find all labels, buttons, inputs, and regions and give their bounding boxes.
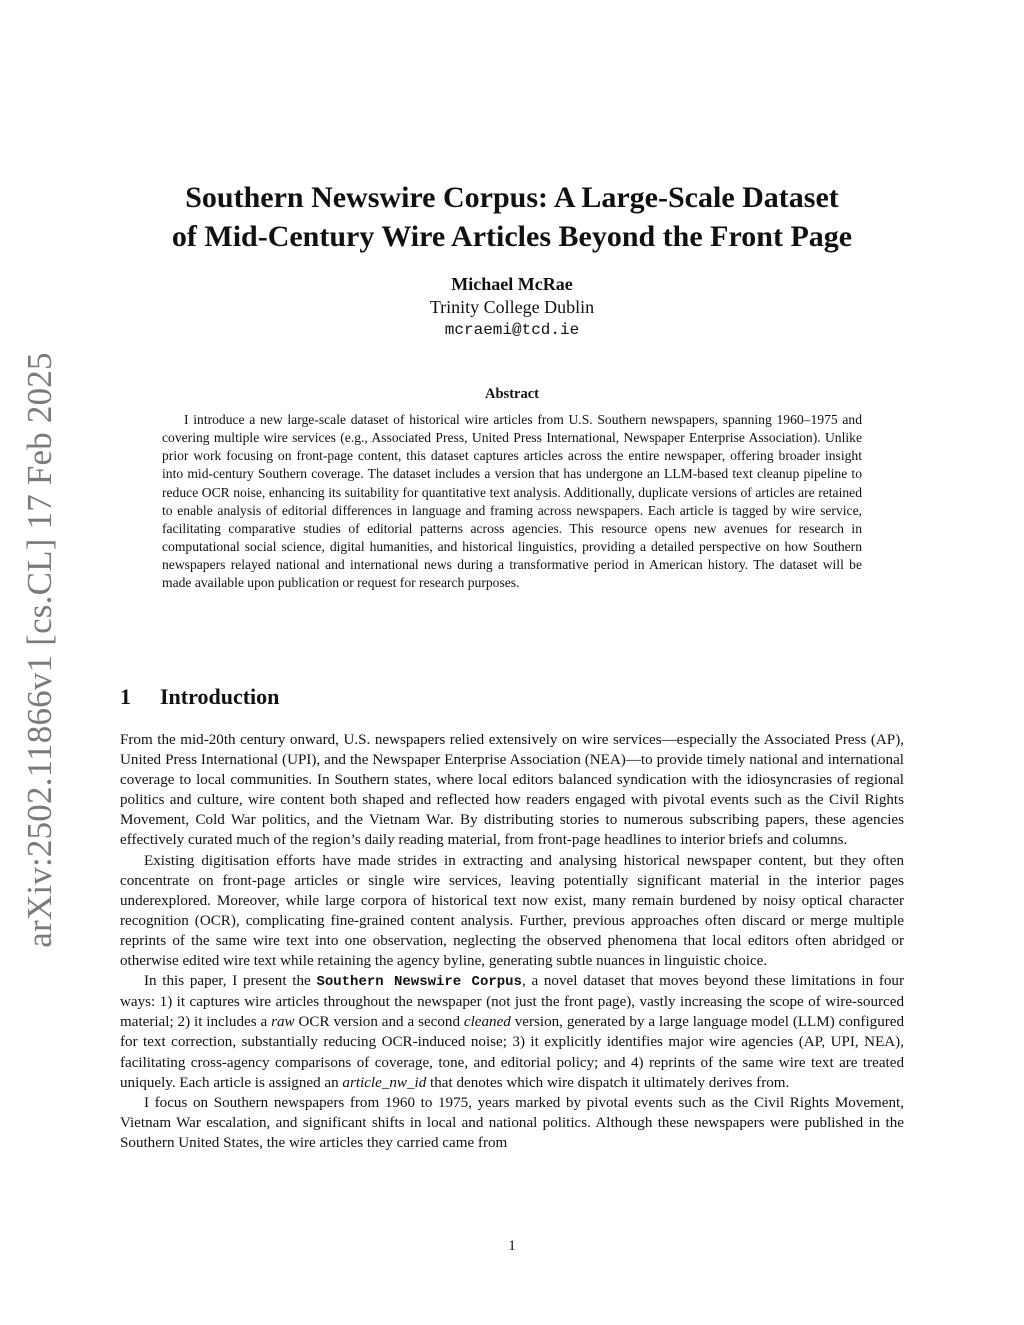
p3-text-d: version, generated by a large language model (LLM) configured for text correction, substantially reducing OCR-induced noise; 3) it explicitly identifies major wire agencies (AP, UPI, NEA), facilitating cross-agency comparisons of coverage, tone, and editorial policy; and 4) reprints of the same wire text are treated uniquely. Each article is assigned an: [120, 1014, 905, 1091]
intro-paragraph-2: Existing digitisation efforts have made strides in extracting and analysing historical newspaper content, but they often concentrate on front-page articles or single wire services, leaving potentially significant material in the interior pages underexplored. Moreover, while large corpora of historical text now exist, many remain burdened by noisy optical character recognition (OCR), complicating fine-grained content analysis. Further, previous approaches often discard or merge multiple reprints of the same wire text into one observation, neglecting the observed phenomena that local editors often abridged or otherwise edited wire text while retaining the agency byline, generating subtle nuances in linguistic choice.: [120, 852, 904, 970]
p3-text-c: OCR version and a second: [294, 1014, 464, 1031]
abstract-heading: Abstract: [485, 386, 539, 402]
title-line-2: of Mid-Century Wire Articles Beyond the Front Page: [171, 220, 853, 253]
page-number: 1: [508, 1238, 516, 1254]
introduction-heading: [120, 684, 279, 710]
p3-text-b: , a novel dataset that moves beyond these limitations in four ways: 1) it captures wire articles throughout the newspaper (not just the front page), vastly increasing the scope of wire-sourced material; 2) it includes a: [120, 973, 905, 1031]
author-block: [120, 273, 904, 342]
intro-paragraph-3: [120, 971, 904, 1093]
paper-title: [120, 178, 904, 256]
arxiv-identifier: arXiv:2502.11866v1 [cs.CL] 17 Feb 2025: [20, 352, 59, 948]
p3-text-e: that denotes which wire dispatch it ultimately derives from.: [426, 1074, 790, 1091]
author-name: Michael McRae: [451, 274, 573, 294]
intro-paragraph-4: I focus on Southern newspapers from 1960 to 1975, years marked by pivotal events such as the Civil Rights Movement, Vietnam War escalation, and significant shifts in local and national politics. Although these newspapers were published in the Southern United States, the wire articles they carried came from: [120, 1094, 904, 1151]
author-email: mcraemi@tcd.ie: [444, 321, 580, 339]
intro-paragraph-1: From the mid-20th century onward, U.S. newspapers relied extensively on wire services—especially the Associated Press (AP), United Press International (UPI), and the Newspaper Enterprise Association (NEA)—to provide timely national and international coverage to local communities. In Southern states, where local editors balanced syndication with the idiosyncrasies of regional politics and culture, wire content both shaped and reflected how readers engaged with pivotal events such as the Civil Rights Movement, Cold War politics, and the Vietnam War. By distributing stories to numerous subscribing papers, these agencies effectively curated much of the region’s daily reading material, from front-page headlines to interior briefs and columns.: [120, 732, 904, 849]
p3-text-a: In this paper, I present the: [144, 973, 317, 990]
title-line-1: Southern Newswire Corpus: A Large-Scale Dataset: [185, 181, 839, 214]
section-title: Introduction: [160, 684, 280, 709]
section-number: 1: [120, 684, 131, 709]
abstract-body: I introduce a new large-scale dataset of historical wire articles from U.S. Southern newspapers, spanning 1960–1975 and covering multiple wire services (e.g., Associated Press, United Press International, Newspaper Enterprise Association). Unlike prior work focusing on front-page content, this dataset captures articles across the entire newspaper, offering broader insight into mid-century Southern coverage. The dataset includes a version that has undergone an LLM-based text cleanup pipeline to reduce OCR noise, enhancing its suitability for quantitative text analysis. Additionally, duplicate versions of articles are retained to enable analysis of editorial differences in language and framing across newspapers. Each article is tagged by wire service, facilitating comparative studies of editorial patterns across agencies. This resource opens new avenues for research in computational social science, digital humanities, and historical linguistics, providing a detailed perspective on how Southern newspapers relayed national and international news during a transformative period in American history. The dataset will be made available upon publication or request for research purposes.: [162, 412, 862, 591]
raw-term: raw: [271, 1014, 295, 1031]
introduction-body: [120, 730, 904, 1153]
corpus-name: Southern Newswire Corpus: [316, 974, 522, 991]
arxiv-sidebar: [0, 0, 80, 1325]
article-id-term: article_nw_id: [342, 1074, 427, 1091]
cleaned-term: cleaned: [463, 1014, 511, 1031]
author-affiliation: Trinity College Dublin: [429, 297, 595, 317]
